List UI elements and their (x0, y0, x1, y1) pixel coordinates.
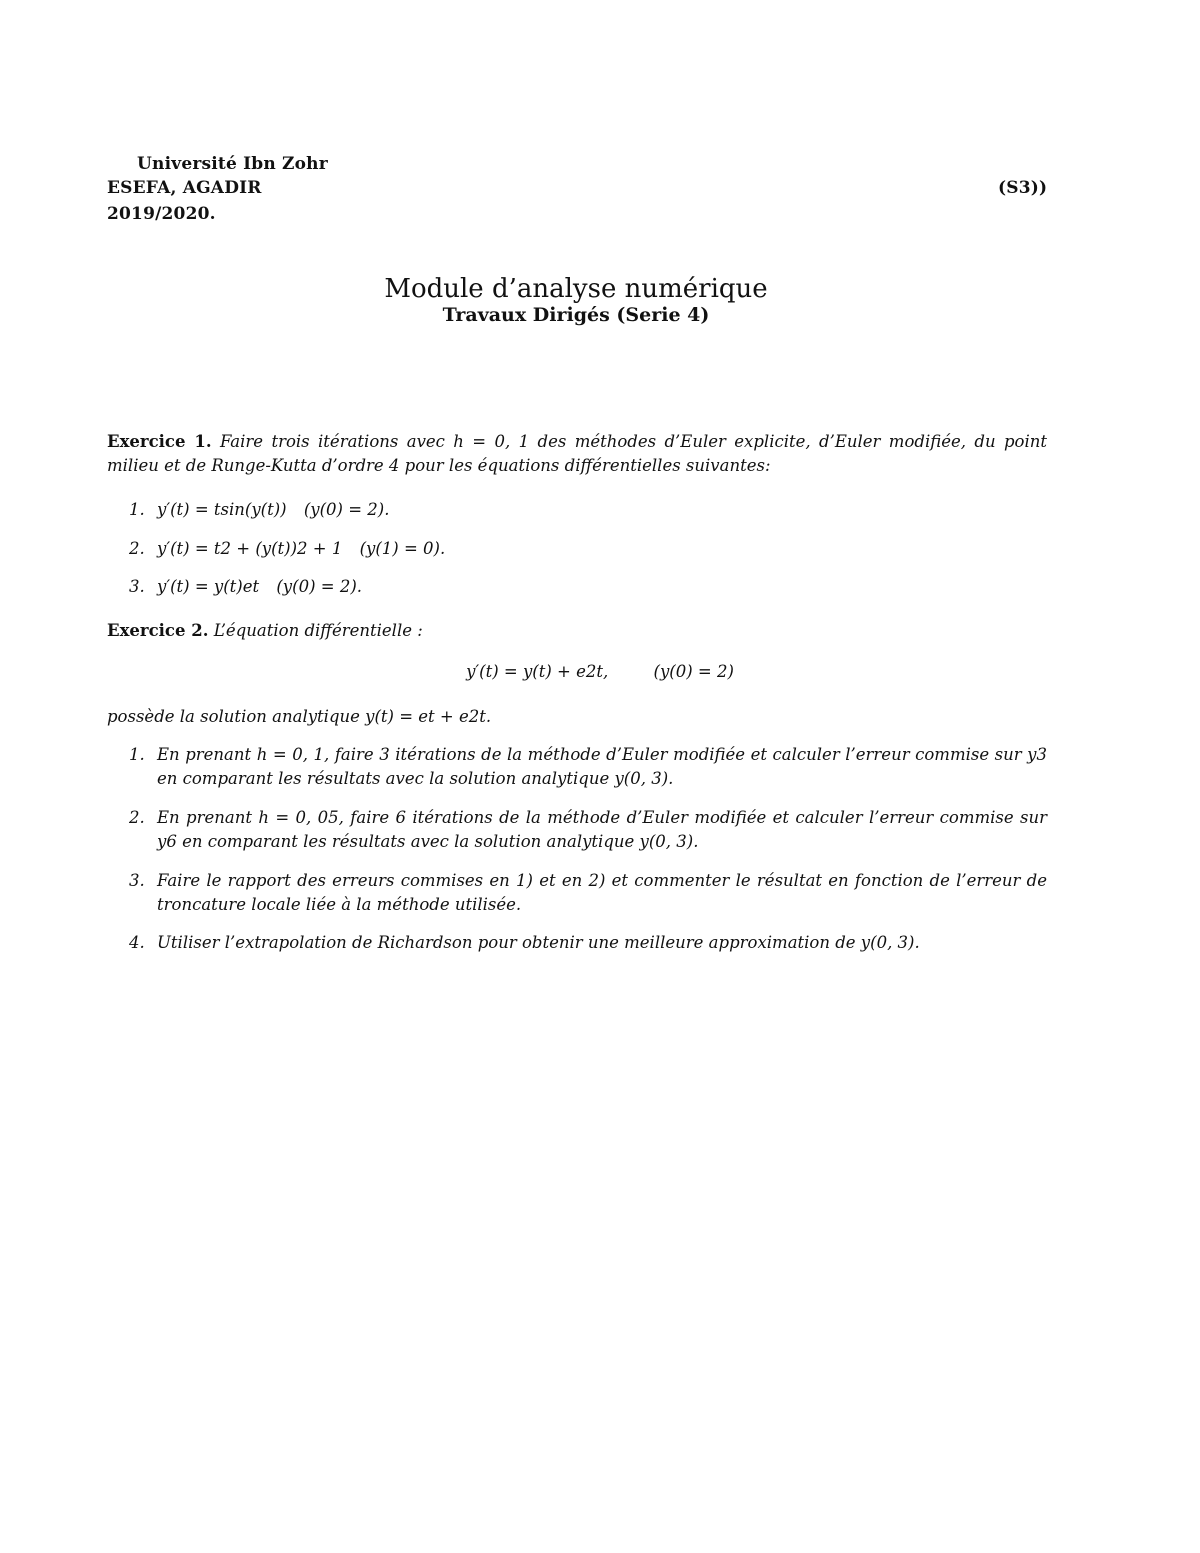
initial-condition: (y(0) = 2). (276, 577, 363, 596)
display-equation (0, 662, 1200, 681)
equation: y′(t) = tsin(y(t)) (157, 500, 287, 519)
school-name: ESEFA, AGADIR (107, 178, 262, 198)
item-text: Faire le rapport des erreurs commises en 1) et en 2) et commenter le résultat en fonction de l’erreur de troncature locale liée à la méthode utilisée. (157, 871, 1047, 914)
exercise-1-item-1 (129, 498, 1047, 522)
item-number: 4. (129, 933, 145, 952)
exercise-1-item-2 (129, 537, 1047, 561)
item-number: 2. (129, 539, 145, 558)
item-number: 3. (129, 871, 145, 890)
exercise-1-item-3 (129, 575, 1047, 599)
exercise-2-item-1 (129, 743, 1047, 791)
academic-year: 2019/2020. (107, 204, 216, 224)
exercise-1-text: Faire trois itérations avec h = 0, 1 des méthodes d’Euler explicite, d’Euler modifiée, du point milieu et de Runge-Kutta d’ordre 4 pour les équations différentielles suivantes: (107, 432, 1047, 475)
exercise-2-item-2 (129, 806, 1047, 854)
page-subtitle: Travaux Dirigés (Serie 4) (442, 304, 710, 326)
item-equation (157, 537, 1047, 561)
page-title: Module d’analyse numérique (384, 274, 768, 304)
item-number: 1. (129, 745, 145, 764)
exercise-1-label: Exercice 1. (107, 432, 212, 451)
exercise-2-text: L’équation différentielle : (213, 621, 423, 640)
semester-label: (S3)) (998, 178, 1048, 198)
item-text: En prenant h = 0, 1, faire 3 itérations de la méthode d’Euler modifiée et calculer l’erreur commise sur y3 en comparant les résultats avec la solution analytique y(0, 3). (157, 745, 1047, 788)
initial-condition: (y(0) = 2). (303, 500, 390, 519)
item-number: 2. (129, 808, 145, 827)
exercise-2-label: Exercice 2. (107, 621, 209, 640)
equation: y′(t) = y(t)et (157, 577, 260, 596)
analytic-solution: possède la solution analytique y(t) = et + e2t. (107, 707, 492, 726)
item-number: 1. (129, 500, 145, 519)
initial-condition: (y(1) = 0). (359, 539, 446, 558)
ode-equation: y′(t) = y(t) + e2t, (466, 662, 609, 681)
exercise-2-intro (107, 619, 1047, 643)
item-text: Utiliser l’extrapolation de Richardson pour obtenir une meilleure approximation de y(0, 3). (157, 933, 920, 952)
ode-condition: (y(0) = 2) (653, 662, 734, 681)
item-text: En prenant h = 0, 05, faire 6 itérations de la méthode d’Euler modifiée et calculer l’erreur commise sur y6 en comparant les résultats avec la solution analytique y(0, 3). (157, 808, 1047, 851)
equation: y′(t) = t2 + (y(t))2 + 1 (157, 539, 343, 558)
exercise-1-intro (107, 430, 1047, 478)
item-number: 3. (129, 577, 145, 596)
exercise-2-item-4 (129, 931, 1047, 955)
exercise-2-item-3 (129, 869, 1047, 917)
item-equation (157, 575, 1047, 599)
item-equation (157, 498, 1047, 522)
university-name: Université Ibn Zohr (137, 154, 328, 174)
